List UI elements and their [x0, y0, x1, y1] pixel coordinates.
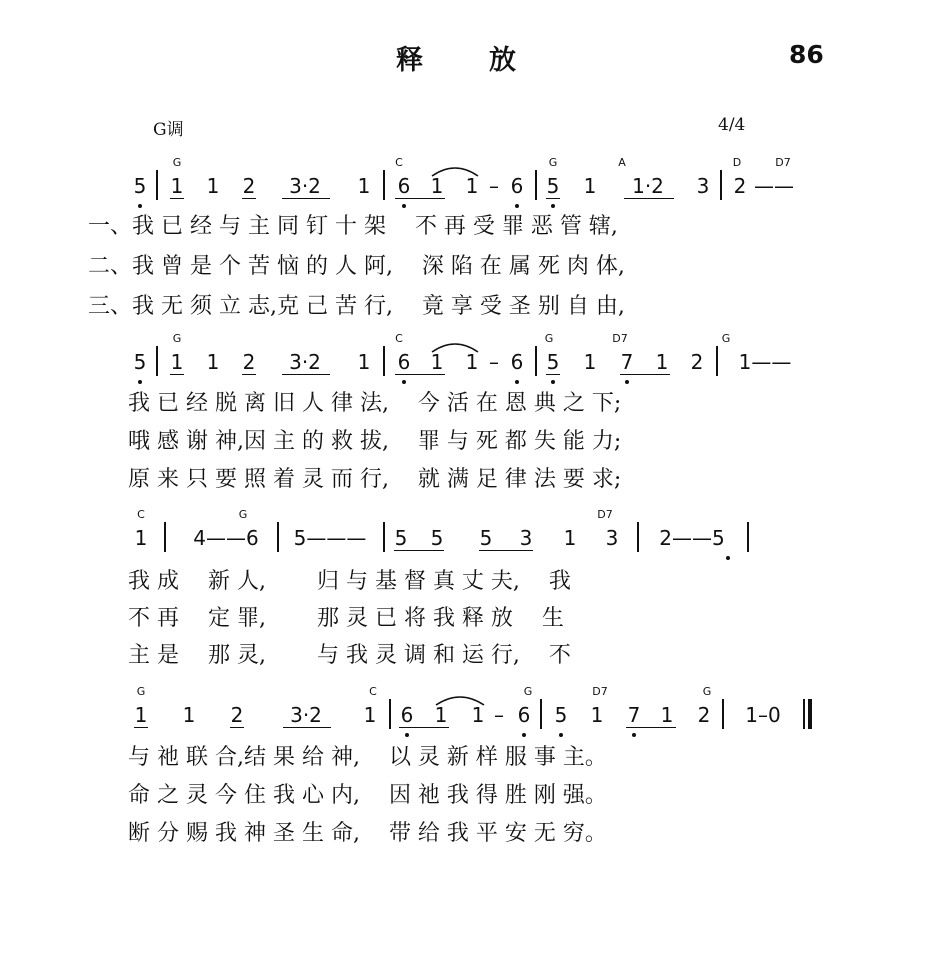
underline	[479, 550, 533, 551]
barline	[540, 699, 542, 729]
note: 2	[230, 703, 244, 727]
note: 5———	[293, 526, 367, 550]
note: –	[489, 174, 499, 198]
underline	[620, 374, 670, 375]
page-number: 86	[789, 40, 824, 69]
note: 1	[170, 350, 184, 374]
barline	[747, 522, 749, 552]
note: 2	[697, 703, 711, 727]
note: 1–0	[745, 703, 781, 727]
barline	[389, 699, 391, 729]
note: 1	[583, 350, 597, 374]
note: 1	[206, 350, 220, 374]
note: ——	[754, 174, 794, 198]
barline	[637, 522, 639, 552]
note: 2	[242, 350, 256, 374]
octave-dot	[402, 380, 406, 384]
chord-symbol: G	[523, 685, 533, 698]
octave-dot	[138, 204, 142, 208]
note: 1	[465, 174, 479, 198]
note: 3	[605, 526, 619, 550]
note: 3·2	[290, 703, 322, 727]
note: 1	[206, 174, 220, 198]
chord-symbol: G	[136, 685, 146, 698]
lyric-line: 二、我 曾 是 个 苦 恼 的 人 阿, 深 陷 在 属 死 肉 体,	[88, 254, 625, 279]
underline	[394, 550, 444, 551]
underline	[395, 374, 445, 375]
underline	[624, 198, 674, 199]
note: 5	[479, 526, 493, 550]
note: 6	[510, 174, 524, 198]
note: 5	[133, 350, 147, 374]
chord-symbol: D	[732, 156, 742, 169]
chord-symbol: C	[395, 156, 403, 169]
note: 3·2	[289, 174, 321, 198]
chord-symbol: G	[172, 156, 182, 169]
chord-symbol: G	[238, 508, 248, 521]
barline	[164, 522, 166, 552]
octave-dot	[632, 733, 636, 737]
note: 1	[363, 703, 377, 727]
octave-dot	[551, 380, 555, 384]
underline	[626, 727, 676, 728]
lyric-line: 主 是 那 灵, 与 我 灵 调 和 运 行, 不	[128, 643, 571, 668]
final-barline-thin	[803, 699, 805, 729]
hymn-title: 释放	[396, 45, 582, 76]
note: 5	[430, 526, 444, 550]
chord-symbol: C	[137, 508, 145, 521]
chord-symbol: G	[548, 156, 558, 169]
chord-symbol: D7	[775, 156, 791, 169]
time-signature: 4/4	[718, 115, 746, 135]
note: 5	[554, 703, 568, 727]
chord-symbol: G	[172, 332, 182, 345]
note: 1——	[738, 350, 792, 374]
note: 6	[400, 703, 414, 727]
chord-symbol: D7	[612, 332, 628, 345]
note: 2——5	[659, 526, 725, 550]
underline	[242, 374, 256, 375]
note: 1	[590, 703, 604, 727]
note: 3	[696, 174, 710, 198]
lyric-line: 哦 感 谢 神,因 主 的 救 拔, 罪 与 死 都 失 能 力;	[128, 429, 622, 454]
note: 1	[471, 703, 485, 727]
note: 2	[690, 350, 704, 374]
underline	[230, 727, 244, 728]
octave-dot	[138, 380, 142, 384]
underline	[395, 198, 445, 199]
octave-dot	[559, 733, 563, 737]
chord-symbol: C	[369, 685, 377, 698]
note: 1	[170, 174, 184, 198]
lyric-line: 不 再 定 罪, 那 灵 已 将 我 释 放 生	[128, 606, 564, 631]
note: –	[494, 703, 504, 727]
octave-dot	[522, 733, 526, 737]
barline	[383, 170, 385, 200]
octave-dot	[726, 556, 730, 560]
note: 5	[546, 350, 560, 374]
chord-symbol: D7	[592, 685, 608, 698]
underline	[242, 198, 256, 199]
barline	[720, 170, 722, 200]
barline	[383, 522, 385, 552]
note: 1	[357, 350, 371, 374]
note: 6	[517, 703, 531, 727]
chord-symbol: A	[618, 156, 626, 169]
note: 1	[430, 350, 444, 374]
note: 1	[182, 703, 196, 727]
underline	[170, 374, 184, 375]
lyric-line: 三、我 无 须 立 志,克 己 苦 行, 竟 享 受 圣 别 自 由,	[88, 294, 625, 319]
lyric-line: 命 之 灵 今 住 我 心 内, 因 祂 我 得 胜 刚 强。	[128, 783, 607, 808]
chord-symbol: G	[702, 685, 712, 698]
barline	[722, 699, 724, 729]
note: 5	[546, 174, 560, 198]
note: 3·2	[289, 350, 321, 374]
barline	[156, 346, 158, 376]
note: 1	[430, 174, 444, 198]
note: 1	[583, 174, 597, 198]
note: 1	[134, 526, 148, 550]
note: 7	[620, 350, 634, 374]
note: 1	[563, 526, 577, 550]
underline	[546, 374, 560, 375]
note: 5	[133, 174, 147, 198]
lyric-line: 一、我 已 经 与 主 同 钉 十 架 不 再 受 罪 恶 管 辖,	[88, 214, 618, 239]
octave-dot	[625, 380, 629, 384]
chord-symbol: C	[395, 332, 403, 345]
underline	[282, 374, 330, 375]
barline	[716, 346, 718, 376]
note: 2	[242, 174, 256, 198]
note: 6	[510, 350, 524, 374]
note: 2	[733, 174, 747, 198]
underline	[134, 727, 148, 728]
note: 1	[434, 703, 448, 727]
note: 1·2	[632, 174, 664, 198]
underline	[282, 198, 330, 199]
chord-symbol: D7	[597, 508, 613, 521]
octave-dot	[515, 380, 519, 384]
octave-dot	[405, 733, 409, 737]
lyric-line: 断 分 赐 我 神 圣 生 命, 带 给 我 平 安 无 穷。	[128, 821, 607, 846]
lyric-line: 我 成 新 人, 归 与 基 督 真 丈 夫, 我	[128, 569, 571, 594]
note: 6	[397, 350, 411, 374]
final-barline-thick	[808, 699, 812, 729]
underline	[283, 727, 331, 728]
note: 1	[357, 174, 371, 198]
barline	[383, 346, 385, 376]
octave-dot	[402, 204, 406, 208]
barline	[156, 170, 158, 200]
note: 4——6	[193, 526, 259, 550]
note: 1	[465, 350, 479, 374]
note: 5	[394, 526, 408, 550]
note: 1	[134, 703, 148, 727]
lyric-line: 原 来 只 要 照 着 灵 而 行, 就 满 足 律 法 要 求;	[128, 467, 622, 492]
barline	[535, 170, 537, 200]
note: 3	[519, 526, 533, 550]
barline	[277, 522, 279, 552]
lyric-line: 我 已 经 脱 离 旧 人 律 法, 今 活 在 恩 典 之 下;	[128, 391, 622, 416]
note: 6	[397, 174, 411, 198]
underline	[546, 198, 560, 199]
lyric-line: 与 祂 联 合,结 果 给 神, 以 灵 新 样 服 事 主。	[128, 745, 607, 770]
note: 1	[660, 703, 674, 727]
note: 1	[655, 350, 669, 374]
octave-dot	[515, 204, 519, 208]
note: –	[489, 350, 499, 374]
note: 7	[627, 703, 641, 727]
underline	[399, 727, 449, 728]
barline	[535, 346, 537, 376]
chord-symbol: G	[721, 332, 731, 345]
underline	[170, 198, 184, 199]
octave-dot	[551, 204, 555, 208]
key-signature: G调	[153, 120, 184, 140]
chord-symbol: G	[544, 332, 554, 345]
